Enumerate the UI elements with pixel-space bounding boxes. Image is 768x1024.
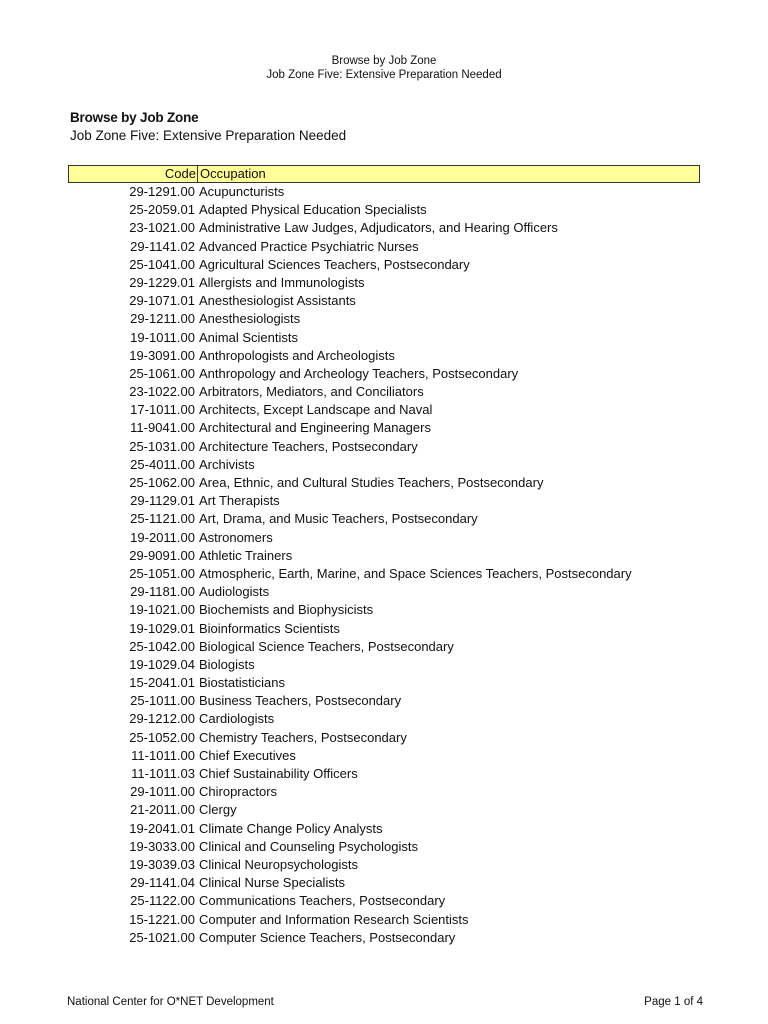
occupation-code: 19-3091.00: [129, 347, 195, 363]
table-row: [68, 838, 700, 856]
occupation-code: 19-3039.03: [129, 856, 195, 872]
table-row: [68, 201, 700, 219]
table-row: [68, 856, 700, 874]
occupation-title: Cardiologists: [199, 711, 275, 727]
occupation-table: [68, 165, 700, 947]
table-row: [68, 638, 700, 656]
occupation-title: Business Teachers, Postsecondary: [199, 693, 402, 709]
table-row: [68, 219, 700, 237]
occupation-code: 29-9091.00: [129, 547, 195, 563]
occupation-code: 25-1042.00: [129, 638, 195, 654]
occupation-code: 11-9041.00: [130, 420, 195, 436]
table-row: [68, 820, 700, 838]
occupation-title: Climate Change Policy Analysts: [199, 820, 383, 836]
page-subtitle: Job Zone Five: Extensive Preparation Needed: [70, 128, 347, 143]
occupation-title: Biostatisticians: [199, 675, 285, 691]
table-row: [68, 492, 700, 510]
occupation-title: Audiologists: [199, 584, 270, 600]
occupation-title: Anthropology and Archeology Teachers, Postsecondary: [199, 365, 519, 381]
occupation-code: 29-1211.00: [130, 311, 195, 327]
occupation-code: 25-1121.00: [130, 511, 195, 527]
table-row: [68, 601, 700, 619]
occupation-code: 25-1011.00: [130, 693, 195, 709]
occupation-code: 25-4011.00: [130, 456, 195, 472]
occupation-code: 19-3033.00: [129, 838, 195, 854]
column-header-occupation: Occupation: [200, 166, 266, 181]
occupation-code: 29-1291.00: [129, 184, 195, 199]
occupation-code: 11-1011.03: [131, 766, 195, 781]
table-row: [68, 674, 700, 692]
table-row: [68, 401, 700, 419]
table-row: [68, 238, 700, 256]
occupation-title: Clinical Nurse Specialists: [199, 875, 345, 891]
table-row: [68, 419, 700, 437]
occupation-title: Atmospheric, Earth, Marine, and Space Sciences Teachers, Postsecondary: [199, 565, 632, 581]
occupation-code: 11-1011.00: [131, 747, 195, 763]
table-body: [68, 183, 700, 947]
table-row: [68, 383, 700, 401]
table-header-row: [68, 165, 700, 183]
occupation-code: 21-2011.00: [130, 802, 195, 818]
occupation-title: Anthropologists and Archeologists: [199, 347, 395, 363]
occupation-title: Art Therapists: [199, 493, 280, 509]
table-row: [68, 911, 700, 929]
occupation-title: Computer and Information Research Scientists: [199, 911, 469, 927]
occupation-code: 19-1021.00: [129, 602, 195, 618]
occupation-title: Clergy: [199, 802, 237, 818]
table-row: [68, 347, 700, 365]
page-header: [0, 54, 768, 82]
occupation-code: 25-1061.00: [129, 365, 195, 381]
occupation-code: 29-1129.01: [130, 493, 195, 509]
occupation-title: Architects, Except Landscape and Naval: [199, 402, 433, 418]
table-row: [68, 529, 700, 547]
occupation-code: 25-1051.00: [129, 565, 195, 581]
page-footer: [67, 995, 703, 1009]
occupation-title: Communications Teachers, Postsecondary: [199, 893, 446, 909]
occupation-title: Arbitrators, Mediators, and Conciliators: [199, 384, 424, 400]
occupation-code: 19-1011.00: [130, 329, 195, 345]
table-row: [68, 929, 700, 947]
table-row: [68, 801, 700, 819]
table-row: [68, 547, 700, 565]
occupation-code: 17-1011.00: [130, 402, 195, 418]
occupation-title: Anesthesiologist Assistants: [199, 293, 356, 309]
occupation-code: 25-1021.00: [129, 929, 195, 945]
occupation-title: Archivists: [199, 456, 255, 472]
table-row: [68, 256, 700, 274]
table-row: [68, 365, 700, 383]
occupation-title: Allergists and Immunologists: [199, 274, 365, 290]
occupation-title: Chemistry Teachers, Postsecondary: [199, 729, 407, 745]
occupation-code: 25-1041.00: [129, 256, 195, 272]
occupation-title: Architecture Teachers, Postsecondary: [199, 438, 418, 454]
occupation-code: 29-1141.04: [130, 875, 195, 891]
occupation-code: 25-1122.00: [130, 893, 195, 909]
occupation-title: Bioinformatics Scientists: [199, 620, 340, 636]
occupation-code: 19-1029.01: [129, 620, 195, 636]
occupation-code: 29-1229.01: [129, 274, 195, 290]
occupation-code: 19-2011.00: [130, 529, 195, 545]
occupation-title: Chiropractors: [199, 784, 278, 800]
page-header-line1: Browse by Job Zone: [331, 55, 437, 67]
occupation-code: 15-1221.00: [129, 911, 195, 927]
footer-organization: National Center for O*NET Development: [67, 996, 274, 1008]
title-block: [70, 109, 346, 145]
occupation-title: Chief Executives: [199, 747, 296, 763]
occupation-title: Animal Scientists: [199, 329, 298, 345]
table-row: [68, 874, 700, 892]
occupation-code: 23-1022.00: [129, 384, 195, 400]
table-row: [68, 438, 700, 456]
table-row: [68, 583, 700, 601]
table-row: [68, 892, 700, 910]
occupation-title: Chief Sustainability Officers: [199, 766, 358, 781]
table-row: [68, 183, 700, 201]
occupation-title: Architectural and Engineering Managers: [199, 420, 431, 436]
table-row: [68, 729, 700, 747]
occupation-title: Agricultural Sciences Teachers, Postsecondary: [199, 256, 470, 272]
table-row: [68, 310, 700, 328]
table-row: [68, 456, 700, 474]
occupation-title: Art, Drama, and Music Teachers, Postsecondary: [199, 511, 478, 527]
occupation-title: Computer Science Teachers, Postsecondary: [199, 929, 456, 945]
occupation-code: 19-2041.01: [129, 820, 195, 836]
table-row: [68, 329, 700, 347]
occupation-title: Biochemists and Biophysicists: [199, 602, 374, 618]
occupation-code: 19-1029.04: [129, 656, 195, 672]
occupation-code: 25-1052.00: [129, 729, 195, 745]
occupation-title: Adapted Physical Education Specialists: [199, 202, 427, 218]
occupation-code: 29-1011.00: [130, 784, 195, 800]
table-row: [68, 692, 700, 710]
occupation-code: 29-1141.02: [130, 238, 195, 254]
table-row: [68, 747, 700, 765]
occupation-title: Anesthesiologists: [199, 311, 301, 327]
occupation-title: Biologists: [199, 656, 255, 672]
table-row: [68, 565, 700, 583]
occupation-title: Acupuncturists: [199, 184, 285, 199]
page-title: Browse by Job Zone: [70, 110, 199, 125]
table-row: [68, 656, 700, 674]
table-row: [68, 783, 700, 801]
table-row: [68, 510, 700, 528]
occupation-code: 25-1031.00: [129, 438, 195, 454]
page-number: Page 1 of 4: [644, 996, 703, 1008]
occupation-title: Astronomers: [199, 529, 273, 545]
occupation-title: Administrative Law Judges, Adjudicators, and Hearing Officers: [199, 220, 558, 236]
occupation-code: 25-1062.00: [129, 475, 195, 490]
table-row: [68, 765, 700, 783]
table-row: [68, 474, 700, 492]
occupation-code: 15-2041.01: [129, 675, 195, 691]
occupation-title: Biological Science Teachers, Postsecondary: [199, 638, 454, 654]
page-header-line2: Job Zone Five: Extensive Preparation Needed: [266, 69, 502, 81]
column-header-code: Code: [69, 166, 198, 182]
table-row: [68, 710, 700, 728]
occupation-title: Clinical and Counseling Psychologists: [199, 838, 418, 854]
table-row: [68, 292, 700, 310]
occupation-code: 23-1021.00: [129, 220, 195, 236]
table-row: [68, 274, 700, 292]
occupation-title: Area, Ethnic, and Cultural Studies Teachers, Postsecondary: [199, 475, 544, 490]
occupation-code: 29-1212.00: [129, 711, 195, 727]
occupation-title: Advanced Practice Psychiatric Nurses: [199, 238, 419, 254]
occupation-code: 25-2059.01: [129, 202, 195, 218]
occupation-code: 29-1181.00: [130, 584, 195, 600]
occupation-title: Clinical Neuropsychologists: [199, 856, 358, 872]
occupation-title: Athletic Trainers: [199, 547, 293, 563]
occupation-code: 29-1071.01: [129, 293, 195, 309]
table-row: [68, 620, 700, 638]
